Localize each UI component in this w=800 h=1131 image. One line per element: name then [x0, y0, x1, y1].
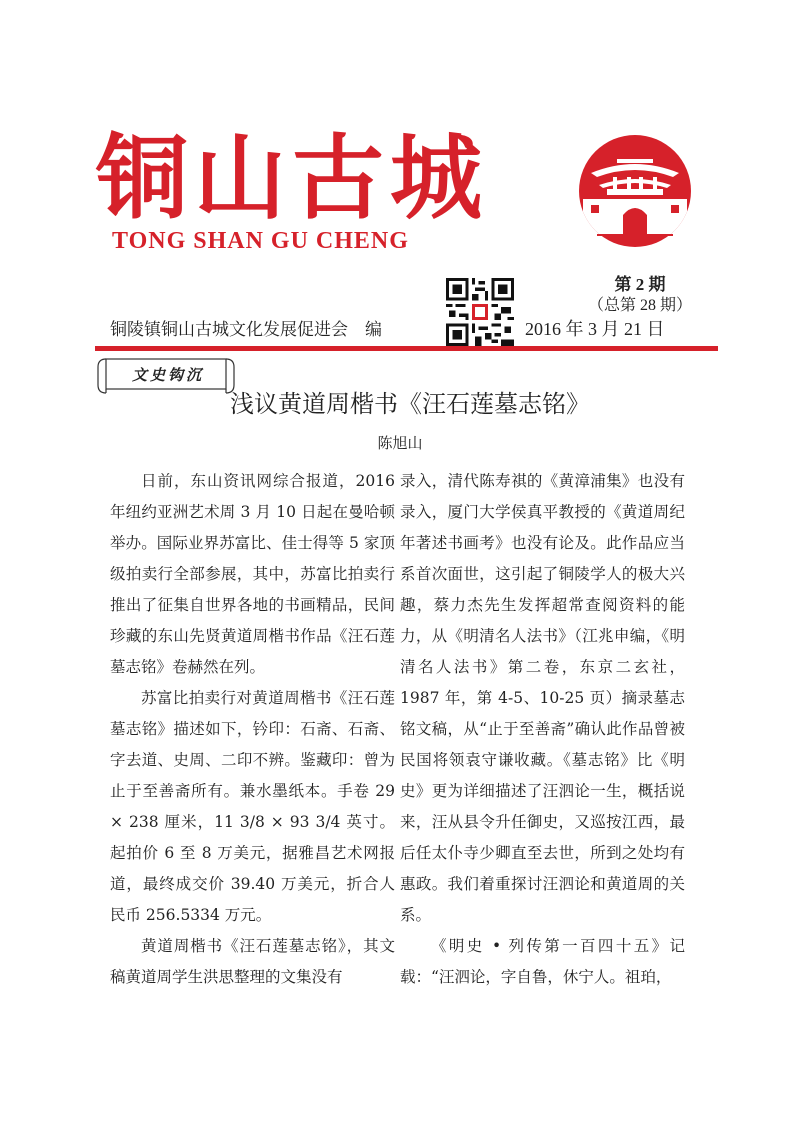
qr-code-icon[interactable]	[446, 278, 514, 346]
paragraph: 录入，清代陈寿祺的《黄漳浦集》也没有录入，厦门大学侯真平教授的《黄道周纪年著述书画考》也没有论及。此作品应当系首次面世，这引起了铜陵学人的极大兴趣，蔡力杰先生发挥超常查阅资料的能力，从《明清名人法书》（江兆申编，《明清名人法书》第二卷，东京二玄社，1987 年，第 4-5、10-25 页）摘录墓志铭文稿，从“止于至善斋”确认此作品曾被民国将领袁守谦收藏。《墓志铭》比《明史》更为详细描述了汪泗论一生，概括说来，汪从县令升任御史，又巡按江西，最后任太仆寺少卿直至去世，所到之处均有惠政。我们着重探讨汪泗论和黄道周的关系。	[400, 472, 685, 924]
paragraph: 苏富比拍卖行对黄道周楷书《汪石莲墓志铭》描述如下，钤印：石斋、石斋、字去道、史周、二印不辨。鉴藏印：曾为止于至善斋所有。兼水墨纸本。手卷 29 × 238 厘米，11 3/8 × 93 3/4 英寸。起拍价 6 至 8 万美元，据雅昌艺术网报道，最终成交价 39.40 万美元，折合人民币 256.5334 万元。	[110, 689, 395, 924]
issue-total: （总第 28 期）	[587, 297, 692, 314]
paragraph: 《明史 • 列传第一百四十五》记载：“汪泗论，字自鲁，休宁人。祖珀，	[400, 937, 685, 986]
masthead-title: 铜山古城	[96, 124, 489, 232]
gate-tower-logo-icon	[577, 133, 693, 249]
masthead-pinyin: TONG SHAN GU CHENG	[112, 228, 409, 254]
paragraph: 黄道周楷书《汪石莲墓志铭》，其文稿黄道周学生洪思整理的文集没有	[110, 937, 395, 986]
article-title: 浅议黄道周楷书《汪石莲墓志铭》	[230, 390, 590, 418]
masthead-divider	[95, 346, 718, 351]
article-column-left	[110, 466, 395, 993]
issue-date: 2016 年 3 月 21 日	[525, 319, 665, 339]
publisher-line: 铜陵镇铜山古城文化发展促进会 编	[110, 320, 382, 340]
issue-number: 第 2 期	[614, 275, 666, 294]
article-author: 陈旭山	[377, 434, 423, 452]
column-tag: 文史钩沉	[131, 366, 204, 384]
article-column-right	[400, 466, 685, 993]
paragraph: 日前，东山资讯网综合报道，2016年纽约亚洲艺术周 3 月 10 日起在曼哈顿举办。国际业界苏富比、佳士得等 5 家顶级拍卖行全部参展，其中，苏富比拍卖行推出了征集自世界各地的书画精品，民间珍藏的东山先贤黄道周楷书作品《汪石莲墓志铭》卷赫然在列。	[110, 472, 395, 676]
